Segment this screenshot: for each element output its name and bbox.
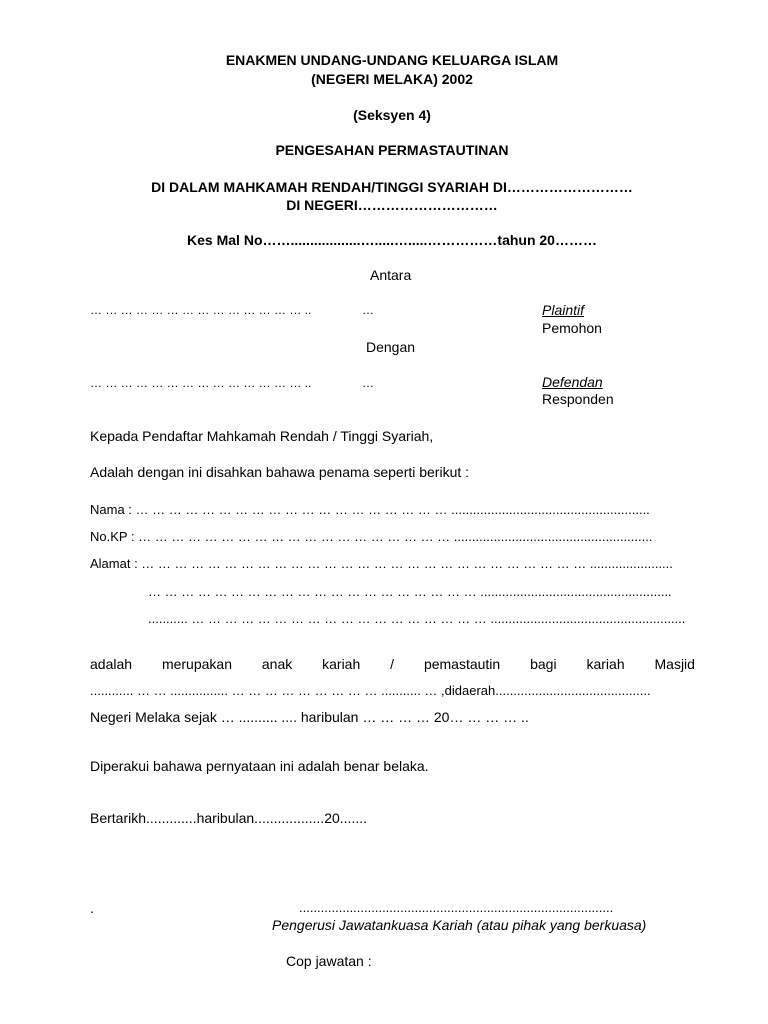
form-title: PENGESAHAN PERMASTAUTINAN: [275, 142, 509, 158]
alamat-field-line-2: … … … … … … … … … … … … … … … … … … … … .....................................................: [148, 584, 672, 599]
intro-line: Adalah dengan ini disahkan bahawa penama seperti berikut :: [90, 464, 470, 480]
addressee-line: Kepada Pendaftar Mahkamah Rendah / Tinggi Syariah,: [90, 428, 434, 444]
court-line-2: DI NEGERI…………………………: [286, 197, 498, 213]
plaintiff-label: Plaintif: [542, 302, 585, 318]
signature-line: .......................................................................................: [299, 900, 614, 915]
statement-word: Masjid: [654, 656, 695, 672]
statement-word: bagi: [530, 656, 557, 672]
defendant-sub-label: Responden: [542, 391, 614, 407]
statement-line-3: Negeri Melaka sejak … .......... .... haribulan … … … … 20… … … … ..: [90, 709, 529, 725]
statement-word: /: [390, 656, 395, 672]
statement-word: merupakan: [161, 656, 232, 672]
statement-word: anak: [261, 656, 293, 672]
statement-line-2: ............ … … ................ … … … … … … … … … ........... … ,didaerah...........................................: [90, 683, 651, 698]
nokp-field: No.KP : … … … … … … … … … … … … … … … … … … … .......................................................: [90, 529, 653, 544]
nama-field: Nama : … … … … … … … … … … … … … … … … … … … .......................................................: [90, 502, 650, 517]
alamat-field-line-3: ........... … … … … … … … … … … … … … … … … … … ......................................................: [148, 611, 686, 626]
alamat-field-line-1: Alamat : … … … … … … … … … … … … … … … … … … … … … … … … … … … .......................: [90, 556, 673, 571]
court-line-1: DI DALAM MAHKAMAH RENDAH/TINGGI SYARIAH DI………………………: [151, 179, 633, 195]
case-number-line: Kes Mal No……..................….....….....……………tahun 20………: [187, 232, 597, 248]
defendant-mid-dots: …: [362, 376, 374, 390]
declaration-line: Diperakui bahawa pernyataan ini adalah benar belaka.: [90, 758, 429, 774]
official-stamp-label: Cop jawatan :: [286, 953, 372, 969]
statement-word: kariah: [586, 656, 625, 672]
statement-word: pemastautin: [423, 656, 501, 672]
plaintiff-mid-dots: …: [362, 303, 374, 317]
dated-line: Bertarikh.............haribulan..................20.......: [90, 810, 367, 826]
statement-word: adalah: [90, 656, 133, 672]
statement-line-1: [90, 656, 695, 672]
signatory-title: Pengerusi Jawatankuasa Kariah (atau pihak yang berkuasa): [272, 917, 647, 933]
section-reference: (Seksyen 4): [353, 107, 431, 123]
antara-label: Antara: [370, 267, 412, 283]
plaintiff-name-dots: … … … … … … … … … … … … … … ..: [90, 303, 312, 317]
defendant-name-dots: … … … … … … … … … … … … … … ..: [90, 376, 312, 390]
title-line-2: (NEGERI MELAKA) 2002: [311, 71, 473, 87]
dengan-label: Dengan: [366, 339, 416, 355]
plaintiff-sub-label: Pemohon: [542, 320, 602, 336]
title-line-1: ENAKMEN UNDANG-UNDANG KELUARGA ISLAM: [225, 52, 559, 68]
signature-left-dot: .: [90, 900, 94, 916]
defendant-label: Defendan: [542, 374, 603, 390]
statement-word: kariah: [322, 656, 361, 672]
